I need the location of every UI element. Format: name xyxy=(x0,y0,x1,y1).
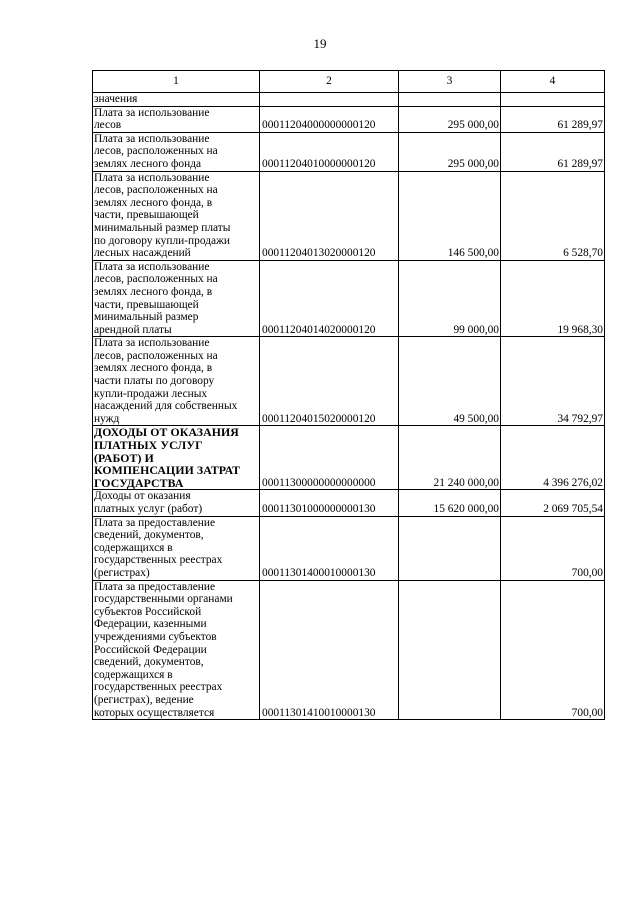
row-plan: 49 500,00 xyxy=(399,337,501,426)
row-fact: 34 792,97 xyxy=(501,337,605,426)
row-plan: 146 500,00 xyxy=(399,171,501,260)
table-row xyxy=(93,580,605,720)
row-code: 00011300000000000000 xyxy=(260,426,399,490)
header-row xyxy=(93,71,605,93)
table-row xyxy=(93,93,605,107)
table-row xyxy=(93,490,605,516)
column-header-2: 2 xyxy=(260,71,399,93)
row-plan: 15 620 000,00 xyxy=(399,490,501,516)
row-fact: 700,00 xyxy=(501,516,605,580)
column-header-4: 4 xyxy=(501,71,605,93)
row-fact: 2 069 705,54 xyxy=(501,490,605,516)
row-code: 00011301000000000130 xyxy=(260,490,399,516)
table-row xyxy=(93,260,605,337)
row-code: 00011301410010000130 xyxy=(260,580,399,720)
row-plan: 295 000,00 xyxy=(399,132,501,171)
table-row xyxy=(93,106,605,132)
column-header-1: 1 xyxy=(93,71,260,93)
row-plan xyxy=(399,93,501,107)
row-plan: 21 240 000,00 xyxy=(399,426,501,490)
row-name: Доходы от оказания платных услуг (работ) xyxy=(93,490,260,516)
table-row xyxy=(93,132,605,171)
row-fact: 61 289,97 xyxy=(501,106,605,132)
row-name: Плата за предоставление сведений, документов, содержащихся в государственных реестрах (регистрах) xyxy=(93,516,260,580)
row-plan xyxy=(399,516,501,580)
column-header-3: 3 xyxy=(399,71,501,93)
table-row xyxy=(93,337,605,426)
row-name: Плата за использование лесов, расположенных на землях лесного фонда, в части, превышающей минимальный размер арендной платы xyxy=(93,260,260,337)
row-name: Плата за использование лесов, расположенных на землях лесного фонда, в части платы по договору купли-продажи лесных насаждений для собственных нужд xyxy=(93,337,260,426)
row-name: Плата за использование лесов, расположенных на землях лесного фонда xyxy=(93,132,260,171)
row-name: ДОХОДЫ ОТ ОКАЗАНИЯ ПЛАТНЫХ УСЛУГ (РАБОТ) И КОМПЕНСАЦИИ ЗАТРАТ ГОСУДАРСТВА xyxy=(93,426,260,490)
revenue-table xyxy=(92,70,605,720)
row-fact: 61 289,97 xyxy=(501,132,605,171)
table-row xyxy=(93,516,605,580)
row-code: 00011301400010000130 xyxy=(260,516,399,580)
row-code: 00011204013020000120 xyxy=(260,171,399,260)
row-fact: 700,00 xyxy=(501,580,605,720)
row-plan: 295 000,00 xyxy=(399,106,501,132)
row-fact: 6 528,70 xyxy=(501,171,605,260)
row-plan xyxy=(399,580,501,720)
row-name: Плата за предоставление государственными органами субъектов Российской Федерации, казенными учреждениями субъектов Российской Федерации сведений, документов, содержащихся в государственных реестрах (регистрах), ведение которых осуществляется xyxy=(93,580,260,720)
row-fact: 4 396 276,02 xyxy=(501,426,605,490)
row-code: 00011204010000000120 xyxy=(260,132,399,171)
row-code xyxy=(260,93,399,107)
row-fact: 19 968,30 xyxy=(501,260,605,337)
row-name: Плата за использование лесов xyxy=(93,106,260,132)
row-name: Плата за использование лесов, расположенных на землях лесного фонда, в части, превышающей минимальный размер платы по договору купли-продажи лесных насаждений xyxy=(93,171,260,260)
row-code: 00011204015020000120 xyxy=(260,337,399,426)
row-fact xyxy=(501,93,605,107)
table-row xyxy=(93,426,605,490)
table-row xyxy=(93,171,605,260)
page-number: 19 xyxy=(313,36,327,51)
row-code: 00011204000000000120 xyxy=(260,106,399,132)
row-name: значения xyxy=(93,93,260,107)
row-code: 00011204014020000120 xyxy=(260,260,399,337)
row-plan: 99 000,00 xyxy=(399,260,501,337)
